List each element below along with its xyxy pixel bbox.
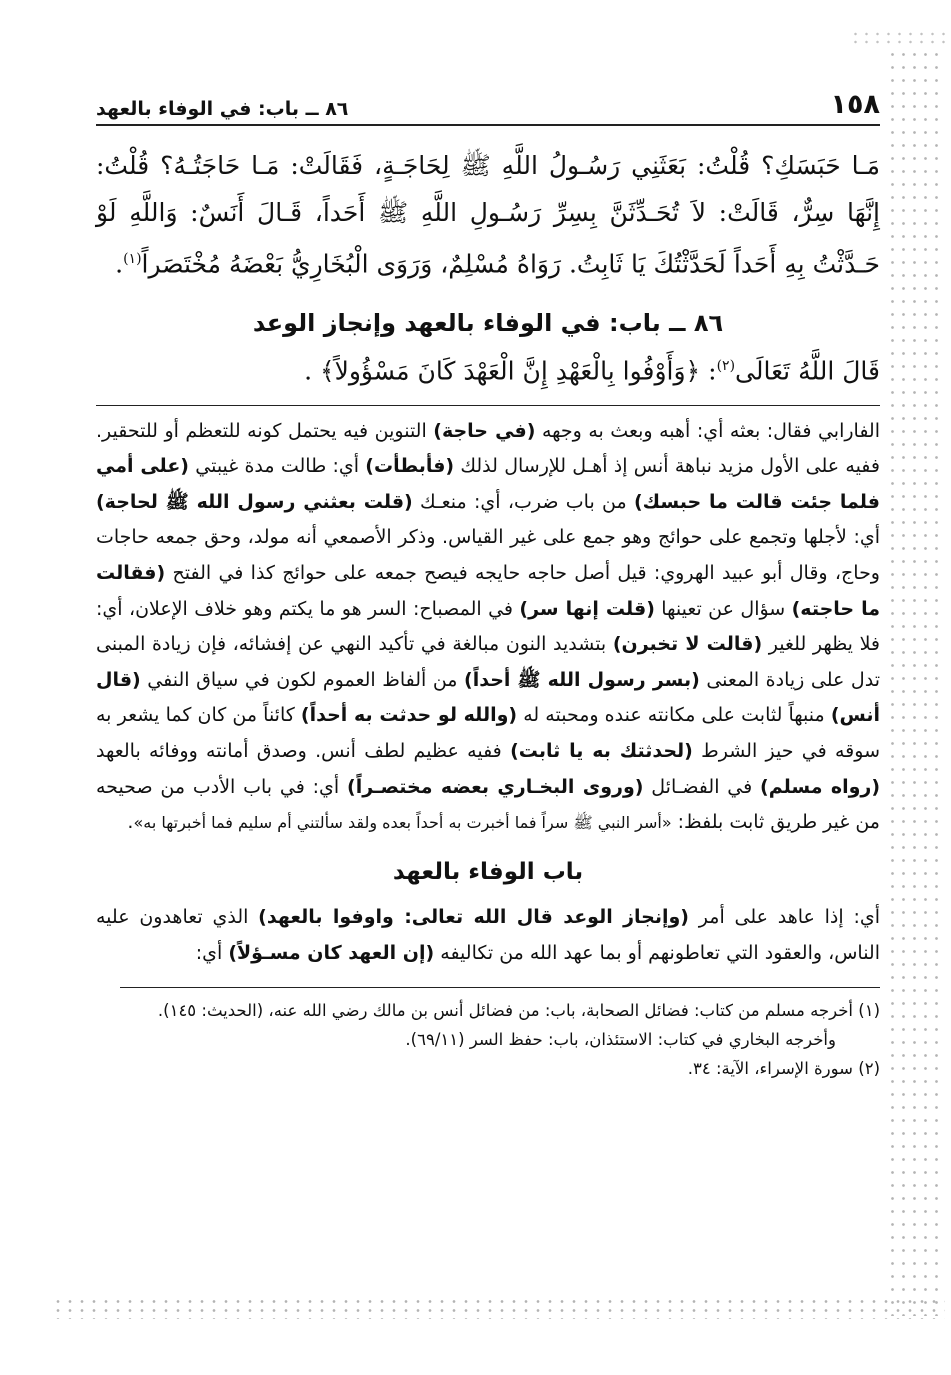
- hadith-text: [96, 142, 880, 287]
- commentary-text: من ألفاظ العموم لكون في سياق النفي: [140, 668, 465, 691]
- commentary-text: أي: طالت مدة غيبتي: [188, 455, 366, 478]
- commentary-text: ففيه عظيم لطف أنس. وصدق أمانته ووفائه بالعهد: [96, 740, 511, 762]
- quran-verse: [96, 343, 880, 394]
- commentary-quote: (على أمي فلما جئت قالت ما حبسك): [96, 455, 880, 513]
- commentary-text: أي: لأجلها وتجمع على حوائج وهو جمع على غير القياس. وذكر الأصمعي أنه مولد، وحق جمعه حاجات وحاج، وقال أبو عبيد الهروي: قيل أصل حاجه حايجه فيصح جمعه على حوائج كذا في الفتح: [96, 526, 880, 585]
- commentary-quote: (بسر رسول الله ﷺ أحداً): [464, 668, 700, 691]
- commentary-text: سؤال عن تعينها: [654, 597, 792, 620]
- commentary-text: الفارابي فقال: بعثه أي: أهبه وبعث به وجهه: [535, 419, 881, 442]
- section-text: الذي تعاهدون عليه الناس، والعقود التي تعاطونهم أو بما عهد الله من تكاليفه: [96, 905, 880, 964]
- commentary-quote: (قالت لا تخبرن): [612, 633, 763, 656]
- ornamental-border-right: [887, 48, 945, 1316]
- section-paragraph: [96, 899, 880, 971]
- commentary-quote: (قال أنس): [96, 668, 881, 727]
- footnote-1-continued: وأخرجه البخاري في كتاب: الاستئذان، باب: حفظ السر (٦٩/١١).: [405, 1029, 836, 1049]
- hadith-end: .: [115, 249, 124, 279]
- commentary-text: بتشديد النون مبالغة في تأكيد النهي عن إفشائه، فإن زيادة المبنى تدل على زيادة المعنى: [96, 633, 880, 691]
- commentary-quote: (فأبطأت): [365, 455, 455, 478]
- commentary-citation: «أسر النبي ﷺ سراً فما أخبرت به أحداً بعده ولقد سألتني أم سليم فما أخبرتها به»: [133, 813, 672, 833]
- commentary-text: من باب ضرب، أي: منعـك: [412, 490, 634, 513]
- footnote-ref-1: (١): [123, 251, 142, 267]
- chapter-heading: ٨٦ ــ باب: في الوفاء بالعهد وإنجاز الوعد: [252, 309, 724, 338]
- commentary-quote: (لحدثتك به يا ثابت): [510, 740, 693, 762]
- verse-text: : ﴿وَأَوْفُوا بِالْعَهْدِ إِنَّ الْعَهْدَ كَانَ مَسْؤُولاً﴾ .: [304, 356, 717, 386]
- page-number: ١٥٨: [830, 89, 880, 120]
- footnote-1: (١) أخرجه مسلم من كتاب: فضائل الصحابة، باب: من فضائل أنس بن مالك رضي الله عنه، (الحديث: ١٤٥).: [157, 1000, 880, 1020]
- commentary-text: في الفضـائل: [643, 775, 761, 798]
- page-content: [96, 142, 880, 1083]
- section-text: أي: إذا عاهد على أمر: [689, 905, 880, 928]
- book-page: [96, 86, 880, 1306]
- commentary-quote: (رواه مسلم): [760, 775, 881, 798]
- commentary-quote: (قلت بعثني رسول الله ﷺ لحاجة): [96, 490, 413, 513]
- commentary-quote: (والله لو حدثت به أحداً): [300, 704, 518, 727]
- footnote-2: (٢) سورة الإسراء، الآية: ٣٤.: [687, 1058, 880, 1078]
- section-quote: (وإنجاز الوعد قال الله تعالى: واوفوا بالعهد): [258, 905, 689, 928]
- section-heading: باب الوفاء بالعهد: [392, 858, 584, 885]
- commentary-quote: (فقالت ما حاجته): [96, 562, 880, 620]
- section-quote: (إن العهد كان مسـؤلاً): [228, 941, 435, 964]
- commentary-paragraph: [96, 414, 880, 841]
- header-rule: [96, 124, 880, 126]
- footnote-divider: [120, 987, 880, 988]
- commentary-text: منبهاً لثابت على مكانته عنده ومحبته له: [517, 704, 831, 727]
- commentary-quote: (قلت إنها سر): [519, 597, 655, 620]
- running-title: ٨٦ ــ باب: في الوفاء بالعهد: [96, 98, 349, 120]
- commentary-quote: (في حاجة): [433, 419, 536, 442]
- commentary-text: أي: في باب الأدب من صحيحه من غير طريق ثابت بلفظ:: [96, 775, 880, 834]
- commentary-quote: (وروى البخـاري بعضه مختصـراً): [347, 775, 644, 798]
- commentary-text: .: [127, 811, 134, 834]
- commentary-text: التنوين فيه يحتمل كونه للتعظم أو للتحقير. ففيه على الأول مزيد نباهة أنس إذ أهـل للإرسال لذلك: [96, 419, 881, 478]
- verse-intro: قَالَ اللَّهُ تَعَالَى: [735, 356, 880, 386]
- page-header: [96, 86, 880, 120]
- commentary-divider: [96, 405, 880, 406]
- ornamental-border-top: [850, 30, 945, 48]
- hadith-body: مَـا حَبَسَكِ؟ قُلْتُ: بَعَثَنِي رَسُـولُ اللَّهِ ﷺ لِحَاجَـةٍ، فَقَالَتْ: مَـا حَاجَتُـهُ؟ قُلْتُ: إِنَّهَا سِرٌّ، قَالَتْ: لاَ تُحَـدِّثَنَّ بِسِرِّ رَسُـولِ اللَّهِ ﷺ أَحَداً، قَـالَ أَنَسٌ: وَاللَّهِ لَوْ حَـدَّثْتُ بِهِ أَحَداً لَحَدَّثْتُكَ يَا ثَابِتُ. رَوَاهُ مُسْلِمٌ، وَرَوَى الْبُخَارِيُّ بَعْضَهُ مُخْتَصَراً: [96, 151, 880, 279]
- commentary-text: في المصباح: السر هو ما يكتم وهو خلاف الإعلان، أي: فلا يظهر للغير: [96, 597, 880, 656]
- section-text: أي:: [195, 941, 229, 964]
- footnote-ref-2: (٢): [716, 358, 736, 375]
- commentary-text: كائناً من كان كما يشعر به سوقه في حيز الشرط: [96, 704, 880, 762]
